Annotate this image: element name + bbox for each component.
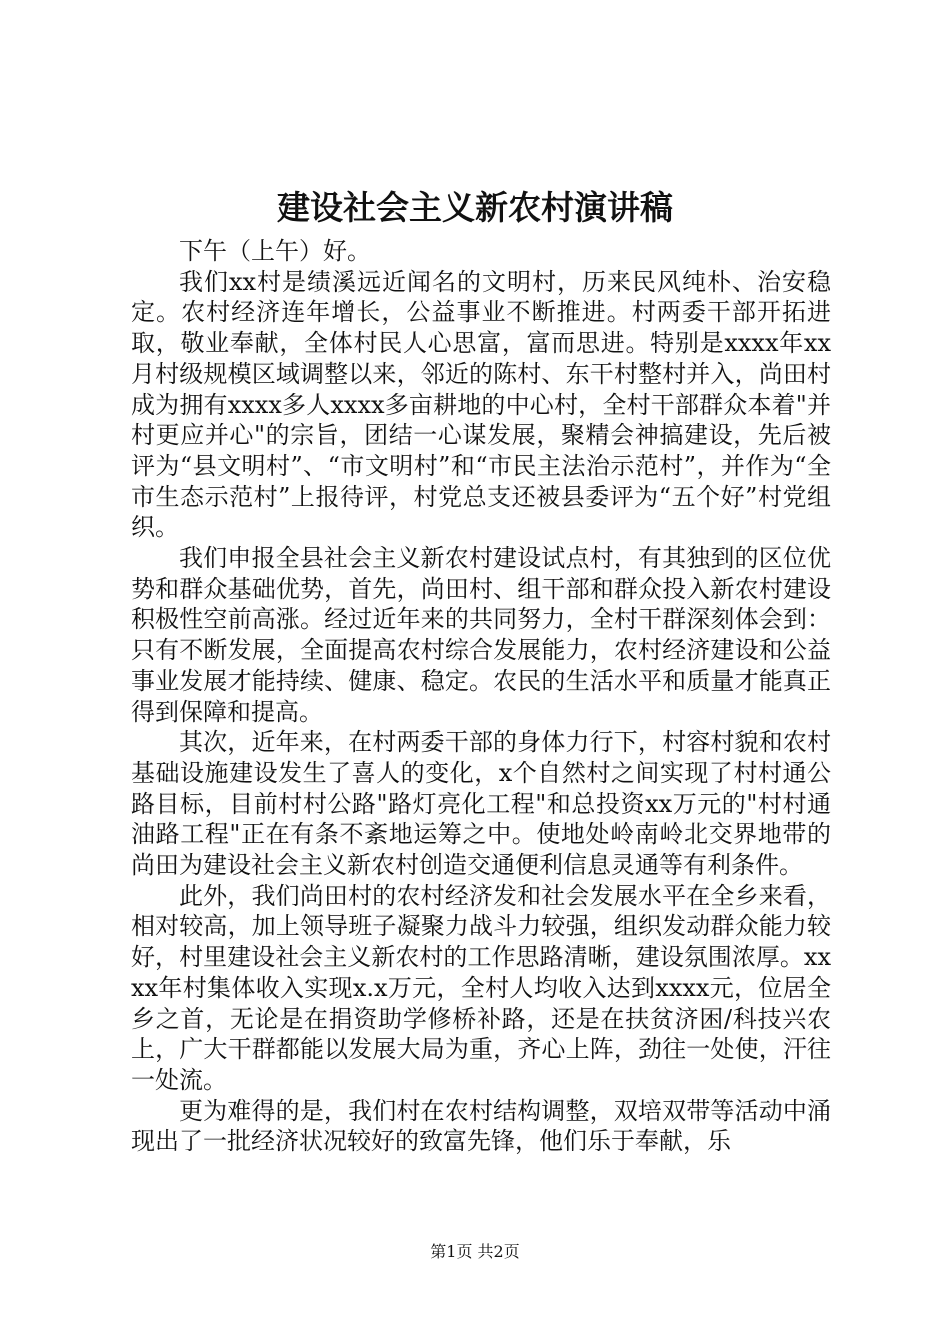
paragraph-economy: 此外，我们尚田村的农村经济发和社会发展水平在全乡来看，相对较高，加上领导班子凝聚力战斗力较强，组织发动群众能力较好，村里建设社会主义新农村的工作思路清晰，建设氛围浓厚。xxxx年村集体收入实现x.x万元，全村人均收入达到xxxx元，位居全乡之首，无论是在捐资助学修桥补路，还是在扶贫济困/科技兴农上，广大干群都能以发展大局为重，齐心上阵，劲往一处使，汗往一处流。 <box>131 881 831 1094</box>
paragraph-infrastructure: 其次，近年来，在村两委干部的身体力行下，村容村貌和农村基础设施建设发生了喜人的变化，x个自然村之间实现了村村通公路目标，目前村村公路"路灯亮化工程"和总投资xx万元的"村村通油路工程"正在有条不紊地运筹之中。使地处岭南岭北交界地带的尚田为建设社会主义新农村创造交通便利信息灵通等有利条件。 <box>131 728 831 880</box>
paragraph-advantages: 我们申报全县社会主义新农村建设试点村，有其独到的区位优势和群众基础优势，首先，尚田村、组干部和群众投入新农村建设积极性空前高涨。经过近年来的共同努力，全村干群深刻体会到：只有不断发展，全面提高农村综合发展能力，农村经济建设和公益事业发展才能持续、健康、稳定。农民的生活水平和质量才能真正得到保障和提高。 <box>131 544 831 726</box>
page-number-footer: 第1页 共2页 <box>430 1242 520 1261</box>
paragraph-greeting: 下午（上午）好。 <box>179 237 371 265</box>
paragraph-village-intro: 我们xx村是绩溪远近闻名的文明村，历来民风纯朴、治安稳定。农村经济连年增长，公益事业不断推进。村两委干部开拓进取，敬业奉献，全体村民人心思富，富而思进。特别是xxxx年xx月村级规模区域调整以来，邻近的陈村、东干村整村并入，尚田村成为拥有xxxx多人xxxx多亩耕地的中心村，全村干部群众本着"并村更应并心"的宗旨，团结一心谋发展，聚精会神搞建设，先后被评为“县文明村”、“市文明村”和“市民主法治示范村”，并作为“全市生态示范村”上报待评，村党总支还被县委评为“五个好”村党组织。 <box>131 267 831 542</box>
document-body <box>131 236 831 1157</box>
paragraph-pioneers: 更为难得的是，我们村在农村结构调整，双培双带等活动中涌现出了一批经济状况较好的致富先锋，他们乐于奉献，乐 <box>131 1096 831 1156</box>
document-title: 建设社会主义新农村演讲稿 <box>277 188 673 227</box>
